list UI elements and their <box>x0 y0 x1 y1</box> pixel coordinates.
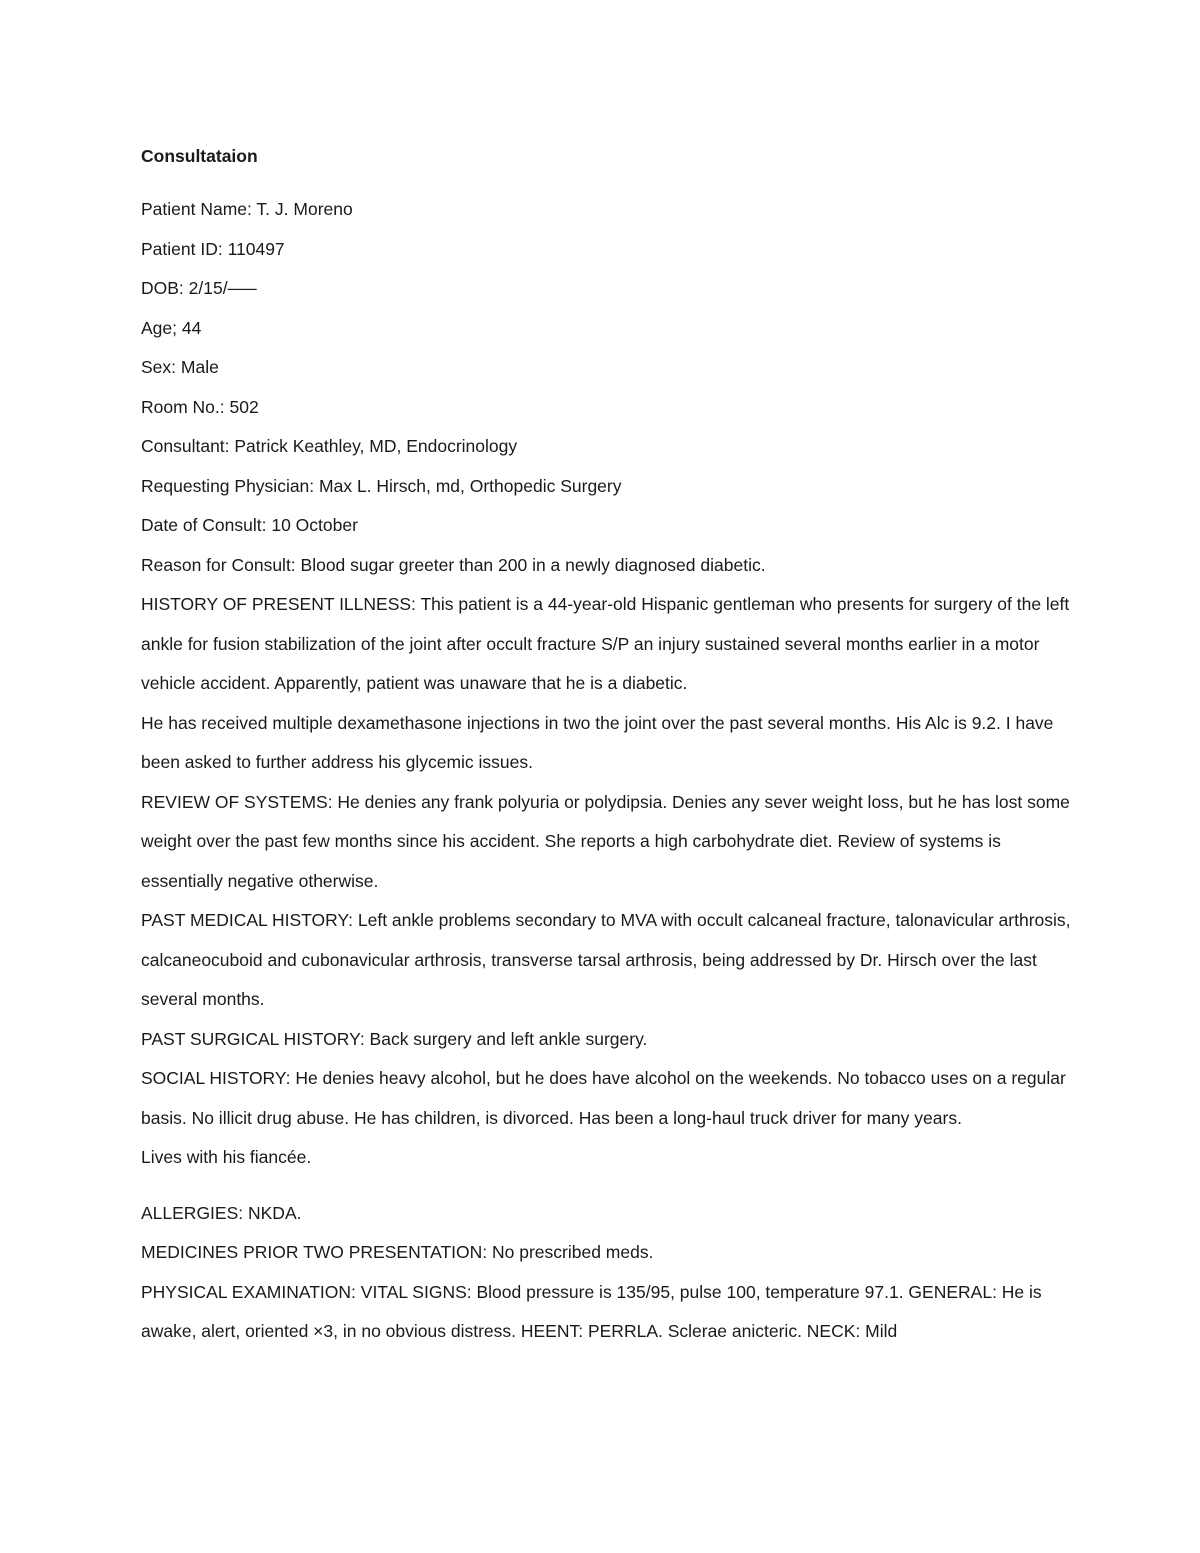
consultant: Consultant: Patrick Keathley, MD, Endocrinology <box>141 436 518 456</box>
age: Age; 44 <box>141 317 202 338</box>
reason-for-consult: Reason for Consult: Blood sugar greeter than 200 in a newly diagnosed diabetic. <box>141 554 766 575</box>
document-title: Consultataion <box>141 146 258 166</box>
review-of-systems: REVIEW OF SYSTEMS: He denies any frank polyuria or polydipsia. Denies any sever weight loss, but he has lost some weight over the past few months since his accident. She reports a high carbohydrate diet. Review of systems is essentially negative otherwise. <box>141 791 1070 891</box>
medicines: MEDICINES PRIOR TWO PRESENTATION: No prescribed meds. <box>141 1242 654 1262</box>
room-number: Room No.: 502 <box>141 396 259 417</box>
past-medical-history: PAST MEDICAL HISTORY: Left ankle problems secondary to MVA with occult calcaneal fracture, talonavicular arthrosis, calcaneocuboid and cubonavicular arthrosis, transverse tarsal arthrosis, being addressed by Dr. Hirsch over the last several months. <box>141 910 1071 1009</box>
patient-name: Patient Name: T. J. Moreno <box>141 199 353 219</box>
patient-id: Patient ID: 110497 <box>141 238 285 259</box>
allergies: ALLERGIES: NKDA. <box>141 1202 302 1223</box>
history-continued: He has received multiple dexamethasone injections in two the joint over the past several months. His Alc is 9.2. I have been asked to further address his glycemic issues. <box>141 712 1054 772</box>
history-present-illness: HISTORY OF PRESENT ILLNESS: This patient is a 44-year-old Hispanic gentleman who presents for surgery of the left ankle for fusion stabilization of the joint after occult fracture S/P an injury sustained several months earlier in a motor vehicle accident. Apparently, patient was unaware that he is a diabetic. <box>141 594 1070 693</box>
lives-with: Lives with his fiancée. <box>141 1147 312 1167</box>
physical-examination: PHYSICAL EXAMINATION: VITAL SIGNS: Blood pressure is 135/95, pulse 100, temperature 97.1. GENERAL: He is awake, alert, oriented ×3, in no obvious distress. HEENT: PERRLA. Sclerae anicteric. NECK: Mild <box>141 1281 1042 1341</box>
sex: Sex: Male <box>141 357 219 377</box>
date-of-consult: Date of Consult: 10 October <box>141 515 358 535</box>
past-surgical-history: PAST SURGICAL HISTORY: Back surgery and left ankle surgery. <box>141 1028 648 1049</box>
dob: DOB: 2/15/––– <box>141 278 257 298</box>
social-history: SOCIAL HISTORY: He denies heavy alcohol, but he does have alcohol on the weekends. No tobacco uses on a regular basis. No illicit drug abuse. He has children, is divorced. Has been a long-haul truck driver for many years. <box>141 1068 1066 1128</box>
document-page <box>141 138 1071 1352</box>
requesting-physician: Requesting Physician: Max L. Hirsch, md, Orthopedic Surgery <box>141 475 622 496</box>
